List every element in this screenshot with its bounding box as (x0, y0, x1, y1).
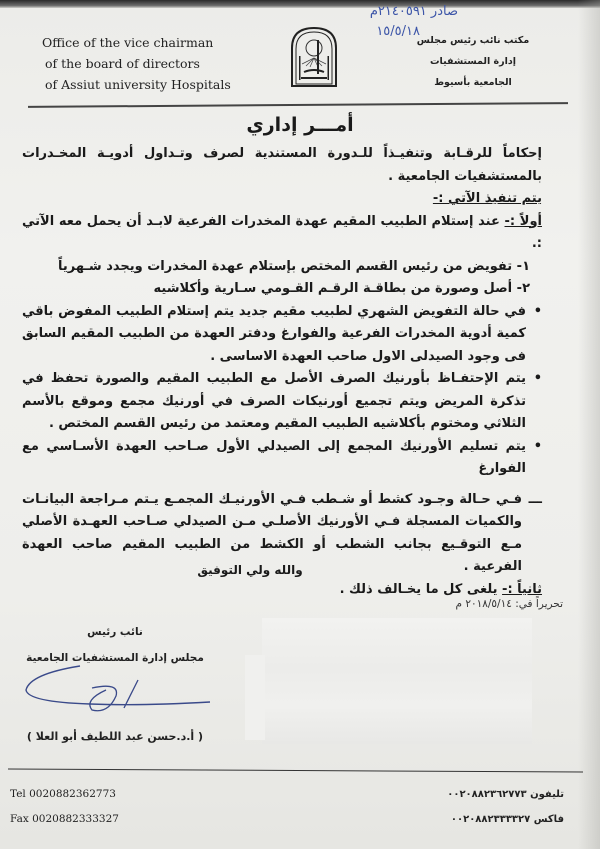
footer-contact-arabic (447, 782, 564, 832)
first-label: أولاً :- (504, 213, 542, 229)
numbered-item-2: ٢- أصل وصورة من بطاقـة الرقـم القـومي سـارية وأكلاشيه (153, 281, 530, 296)
document-title: أمـــر إداري (246, 114, 354, 136)
bullet-item-1: • في حالة التفويض الشهري لطبيب مقيم جديد يتم إستلام الطبيب المفوض باقي كمية أدوية المخدرات الفرعية والفوارغ ودفتر العهدة من الطبيب المقيم السابق فى وجود الصيدلى الاول صاحب العهدة الاساسى . (22, 301, 542, 369)
fax-ar: فاكس ٠٠٢٠٨٨٢٣٣٣٣٢٧ (450, 814, 564, 825)
handwritten-date: ١٥/٥/١٨ (376, 24, 420, 39)
bullet-item-2: • يتم الإحتفـاظ بأورنيك الصرف الأصل مع الطبيب المقيم والصورة تحفظ في تذكرة المريض ويتم تجميع أورنيكات الصرف في أورنيك مجمع وموقع بالأسم الثلاثي ومختوم بأكلاشيه الطبيب المقيم ومعتمد من رئيس القسم المختص . (22, 368, 542, 436)
handwritten-signature-icon (20, 660, 220, 720)
execute-heading: يتم تنفيذ الآتي :- (432, 191, 542, 206)
footer-contact-english (10, 782, 119, 832)
letterhead-ar-line-3: الجامعية بأسيوط (434, 77, 512, 88)
signatory-name: ( أ.د.حسن عبد اللطيف أبو العلا ) (26, 730, 204, 743)
telephone-ar: تليفون ٠٠٢٠٨٨٢٣٦٢٧٧٣ (447, 789, 564, 800)
scan-top-shadow (0, 0, 600, 8)
signature-block (0, 626, 230, 743)
handwritten-number: صادر ٢١٤٠٥٩١م (369, 4, 458, 19)
numbered-item-1: ١- تفويض من رئيس القسم المختص بإستلام عهدة المخدرات ويجدد شـهرياً (58, 258, 530, 274)
intro-paragraph: إحكاماً للرقـابة وتنفيـذاً للـدورة المستندية لصرف وتـداول أدويـة المخـدرات بالمستشفيات الجامعية . (22, 146, 542, 184)
redacted-stamp-edge (245, 655, 265, 740)
closing-phrase: والله ولي التوفيق (197, 563, 303, 577)
first-text: عند إستلام الطبيب المقيم عهدة المخدرات الفرعية لابـد أن يحمل معه الآتي :. (22, 213, 542, 251)
second-label: ثانياً :- (502, 581, 542, 597)
university-logo-icon (290, 26, 338, 88)
fax-en: Fax 0020882333327 (10, 813, 119, 825)
first-clause (22, 211, 542, 256)
arabic-letterhead (408, 30, 538, 93)
redacted-stamp-area (262, 618, 532, 744)
telephone-en: Tel 0020882362773 (10, 788, 116, 800)
letterhead-ar-line-1: مكتب نائب رئيس مجلس (416, 35, 530, 46)
bullet-item-3: • يتم تسليم الأورنيك المجمع إلى الصيدلي الأول صـاحب العهدة الأسـاسي مع الفوارغ (22, 436, 542, 481)
dash-marker: ـــ (528, 491, 542, 507)
letterhead-en-line-1: Office of the vice chairman (42, 35, 214, 50)
issue-date: تحريراً في: ٢٠١٨/٥/١٤ م (455, 598, 563, 610)
footer-divider (8, 768, 583, 772)
signatory-role-1: نائب رئيس (87, 626, 143, 638)
dash-item-text: فـي حـالة وجـود كشط أو شـطب فـي الأورنيـك المجمـع يـتم مـراجعة البيانـات والكميات المسجلة فـي الأورنيك الأصلـي مـن الصيدلي صـاحب العهـدة الأصلي مـع التوقـيع بجانب الشطب أو الكشط من الطبيب المقيم صاحب العهدة الفرعية . (22, 491, 522, 574)
letterhead-en-line-2: of the board of directors (45, 56, 200, 71)
letterhead-ar-line-2: إدارة المستشفيات (429, 56, 516, 67)
signatory-role-2: مجلس إدارة المستشفيات الجامعية (26, 652, 204, 664)
document-body (22, 143, 542, 601)
letterhead-en-line-3: of Assiut university Hospitals (45, 77, 231, 92)
second-text: يلغى كل ما يخـالف ذلك . (339, 581, 498, 597)
header-divider (28, 102, 568, 108)
english-letterhead (42, 32, 231, 95)
